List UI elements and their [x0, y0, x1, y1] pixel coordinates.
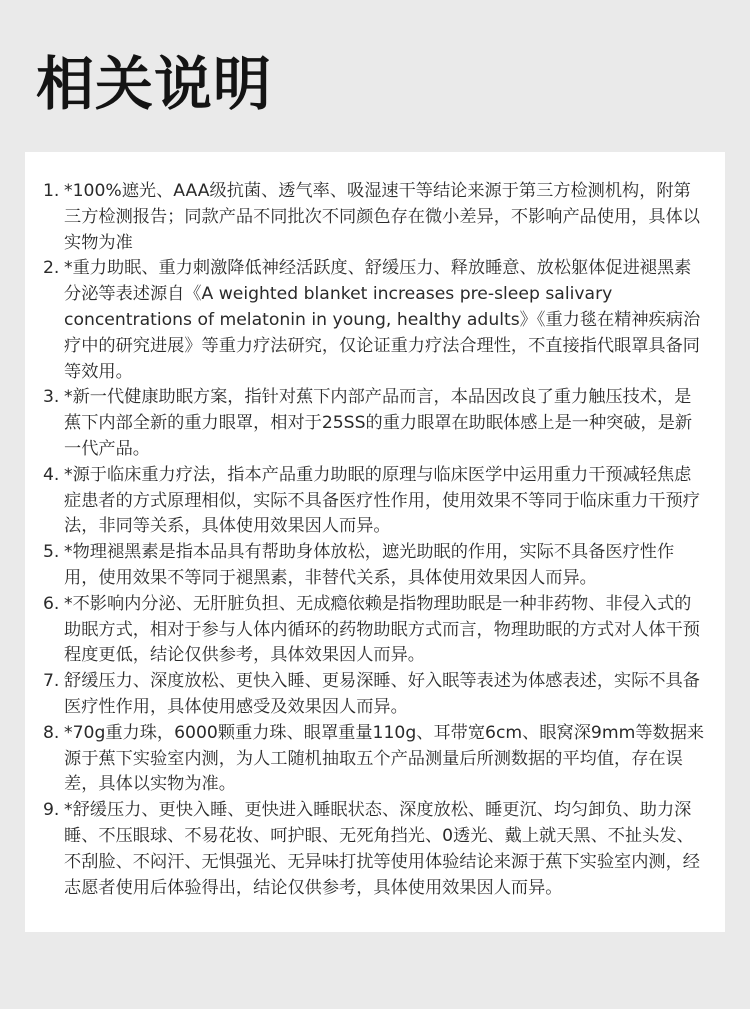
- note-number: 4.: [43, 464, 60, 485]
- note-text: *物理褪黑素是指本品具有帮助身体放松，遮光助眠的作用，实际不具备医疗性作用，使用效果不等同于褪黑素，非替代关系，具体使用效果因人而异。: [64, 542, 675, 588]
- note-item-9: [43, 798, 707, 901]
- note-item-6: [43, 592, 707, 669]
- note-item-7: [43, 669, 707, 721]
- note-text: *舒缓压力、更快入睡、更快进入睡眠状态、深度放松、睡更沉、均匀卸负、助力深睡、不压眼球、不易花妆、呵护眼、无死角挡光、0透光、戴上就天黑、不扯头发、不刮脸、不闷汗、无惧强光、无异味打扰等使用体验结论来源于蕉下实验室内测，经志愿者使用后体验得出，结论仅供参考，具体使用效果因人而异。: [64, 800, 700, 898]
- page-title: 相关说明: [36, 50, 273, 118]
- note-item-8: [43, 721, 707, 798]
- note-number: 7.: [43, 671, 60, 692]
- note-number: 8.: [43, 722, 60, 743]
- note-item-4: [43, 463, 707, 540]
- note-number: 1.: [43, 181, 60, 201]
- note-item-5: [43, 540, 707, 592]
- note-text: *100%遮光、AAA级抗菌、透气率、吸湿速干等结论来源于第三方检测机构，附第三方检测报告；同款产品不同批次不同颜色存在微小差异，不影响产品使用，具体以实物为准: [64, 181, 700, 253]
- note-text: *新一代健康助眠方案，指针对蕉下内部产品而言，本品因改良了重力触压技术，是蕉下内部全新的重力眼罩，相对于25SS的重力眼罩在助眠体感上是一种突破，是新一代产品。: [64, 387, 693, 459]
- notes-card: [25, 152, 725, 932]
- note-text: *70g重力珠，6000颗重力珠、眼罩重量110g、耳带宽6cm、眼窝深9mm等数据来源于蕉下实验室内测，为人工随机抽取五个产品测量后所测数据的平均值，存在误差，具体以实物为准。: [64, 722, 705, 795]
- note-number: 3.: [43, 387, 60, 408]
- notes-list: [43, 179, 707, 901]
- note-item-1: [43, 179, 707, 256]
- note-number: 9.: [43, 800, 60, 821]
- note-number: 2.: [43, 258, 60, 279]
- note-text: 舒缓压力、深度放松、更快入睡、更易深睡、好入眠等表述为体感表述，实际不具备医疗性作用，具体使用感受及效果因人而异。: [64, 671, 700, 717]
- note-number: 6.: [43, 593, 60, 614]
- note-item-3: [43, 385, 707, 462]
- note-text: *不影响内分泌、无肝脏负担、无成瘾依赖是指物理助眠是一种非药物、非侵入式的助眠方式，相对于参与人体内循环的药物助眠方式而言，物理助眠的方式对人体干预程度更低，结论仅供参考，具体效果因人而异。: [64, 593, 700, 666]
- note-text: *重力助眠、重力刺激降低神经活跃度、舒缓压力、释放睡意、放松躯体促进褪黑素分泌等表述源自《A weighted blanket increases pre-sleep salivary concentrations of melatonin in young, healthy adults》《重力毯在精神疾病治疗中的研究进展》等重力疗法研究，仅论证重力疗法合理性，不直接指代眼罩具备同等效用。: [64, 258, 701, 382]
- note-item-2: [43, 256, 707, 385]
- note-text: *源于临床重力疗法，指本产品重力助眠的原理与临床医学中运用重力干预减轻焦虑症患者的方式原理相似，实际不具备医疗性作用，使用效果不等同于临床重力干预疗法，非同等关系，具体使用效果因人而异。: [64, 464, 700, 537]
- note-number: 5.: [43, 542, 60, 563]
